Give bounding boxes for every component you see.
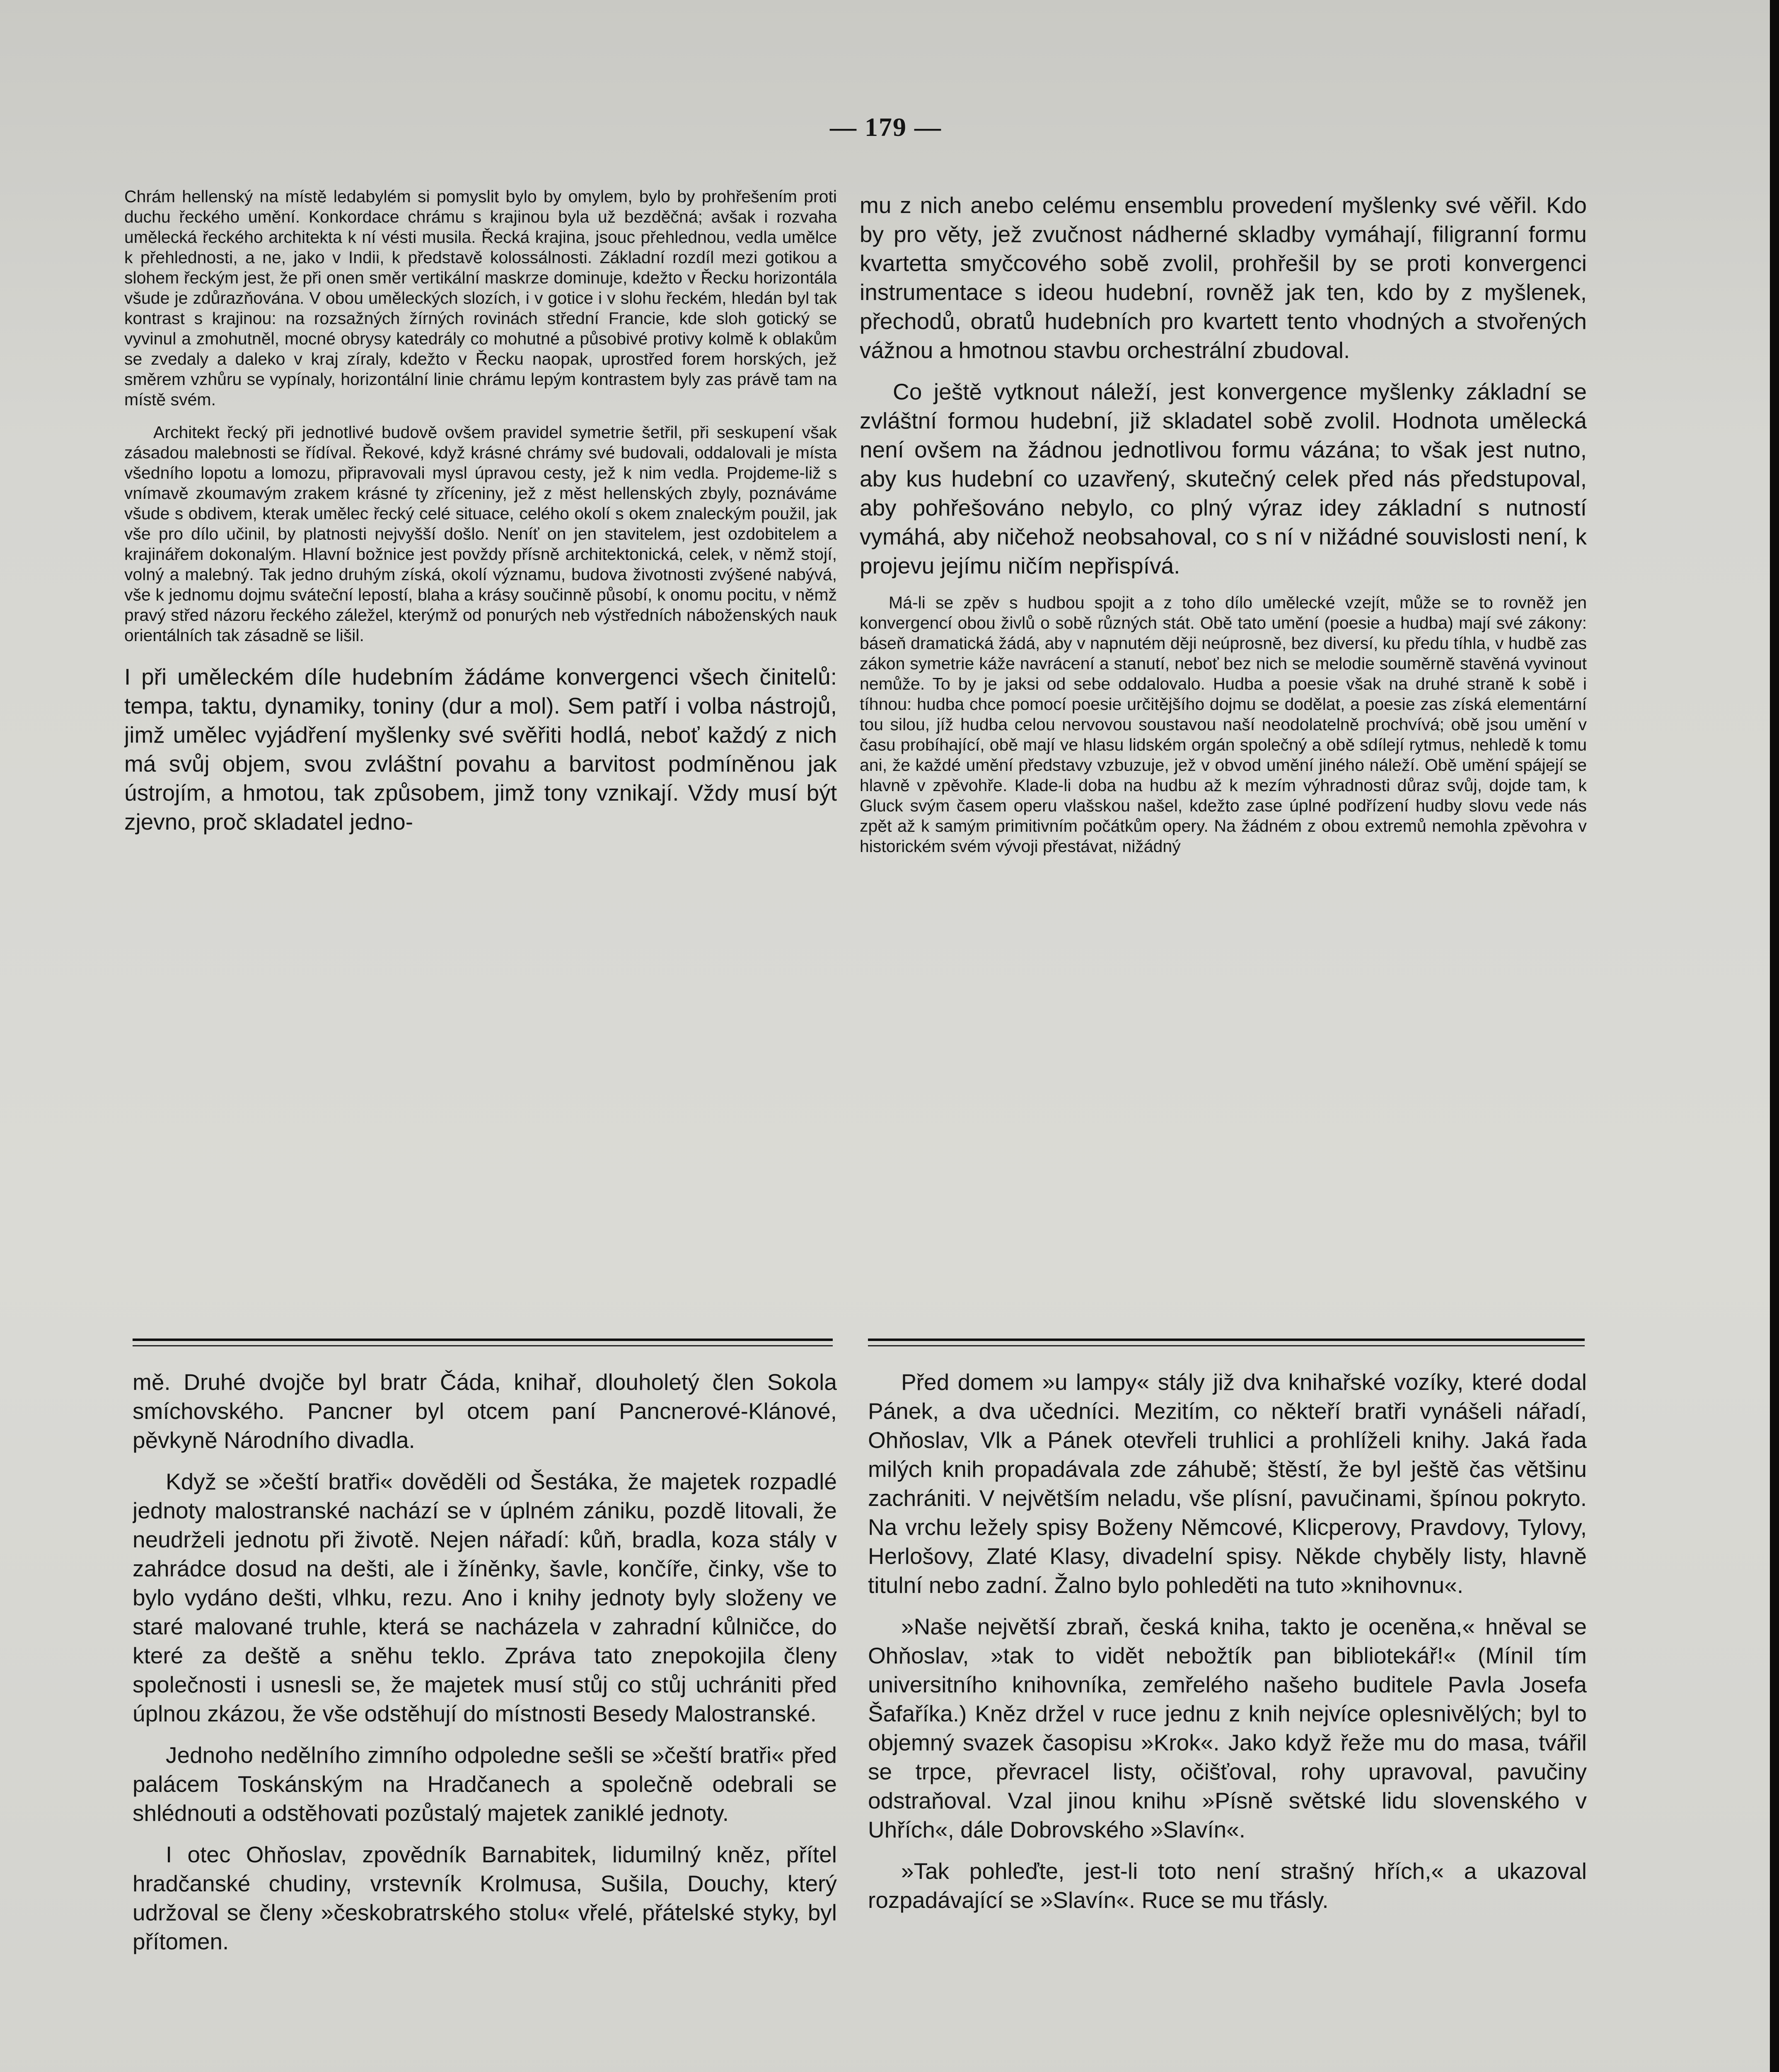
upper-left-large-text (124, 662, 837, 836)
paragraph: Co ještě vytknout náleží, jest konvergence myšlenky základní se zvláštní formou hudební, již skladatel sobě zvolil. Hodnota umělecká není ovšem na žádnou jednotlivou formu vázána; to však jest nutno, aby kus hudební co uzavřený, skutečný celek před nás předstupoval, aby pohřešováno nebylo, co plný výraz idey základní s nutností vymáhá, aby ničehož neobsahoval, co s ní v nižádné souvislosti není, k projevu jejímu ničím nepřispívá. (860, 379, 1587, 579)
lower-left-column (133, 1368, 837, 2072)
paragraph: Chrám hellenský na místě ledabylém si pomyslit bylo by omylem, bylo by prohřešením proti duchu řeckého umění. Konkordace chrámu s krajinou byla už bezděčná; avšak i rozvaha umělecká řeckého architekta k ní vésti musila. Řecká krajina, jsouc přehlednou, vedla umělce k přehlednosti, a ne, jako v Indii, k představě kolossálnosti. Základní rozdíl mezi gotikou a slohem řeckým jest, že při onen směr vertikální maskrze dominuje, kdežto v Řecku horizontála všude je zdůrazňována. V obou uměleckých slozích, i v gotice i v slohu řeckém, hledán byl tak kontrast s krajinou: na rozsažných žírných rovinách střední Francie, kde sloh gotický se vyvinul a zmohutněl, mocné obrysy katedrály co mohutné a působivé protivy kolmě k oblakům se zvedaly a daleko v kraj zíraly, kdežto v Řecku naopak, uprostřed forem horských, jež směrem vzhůru se vypínaly, horizontální linie chrámu lepým kontrastem byly zas právě tam na místě svém. (124, 187, 837, 409)
lower-right-column (868, 1368, 1587, 2072)
paragraph: Jednoho nedělního zimního odpoledne sešli se »čeští bratři« před palácem Toskánským na Hradčanech a společně odebrali se shlédnouti a odstěhovati pozůstalý majetek zaniklé jednoty. (133, 1742, 837, 1826)
paragraph: mě. Druhé dvojče byl bratr Čáda, knihař, dlouholetý člen Sokola smíchovského. Pancner byl otcem paní Pancnerové-Klánové, pěvkyně Národního divadla. (133, 1369, 837, 1453)
paragraph: Když se »čeští bratři« dověděli od Šestáka, že majetek rozpadlé jednoty malostranské nachází se v úplném zániku, pozdě litovali, že neudrželi jednotu při životě. Nejen nářadí: kůň, bradla, koza stály v zahrádce dosud na dešti, ale i žíněnky, šavle, končíře, činky, vše to bylo vydáno dešti, vlhku, rezu. Ano i knihy jednoty byly složeny ve staré malované truhle, která se nacházela v zahradní kůlničce, do které za deště a sněhu teklo. Zpráva tato znepokojila členy společnosti i usnesli se, že majetek musí stůj co stůj uchrániti před úplnou zkázou, že vše odstěhují do místnosti Besedy Malostranské. (133, 1469, 837, 1726)
paragraph: »Tak pohleďte, jest-li toto není strašný hřích,« a ukazoval rozpadávající se »Slavín«. Ruce se mu třásly. (868, 1858, 1587, 1913)
upper-left-column (124, 186, 837, 1322)
column-separator-rule-left (133, 1339, 833, 1341)
paragraph: mu z nich anebo celému ensemblu provedení myšlenky své věřil. Kdo by pro věty, jež zvučnost nádherné skladby vymáhají, filigranní formu kvartetta smyčcového sobě zvolil, prohřešil by se proti konvergenci instrumentace s ideou hudební, rovněž jak ten, kdo by z myšlenek, přechodů, obratů hudebních pro kvartett tento vhodných a stvořených vážnou a hmotnou stavbu orchestrální zbudoval. (860, 192, 1587, 363)
page-number: — 179 — (830, 112, 942, 142)
paragraph: »Naše největší zbraň, česká kniha, takto je oceněna,« hněval se Ohňoslav, »tak to vidět nebožtík pan bibliotekář!« (Mínil tím universitního knihovníka, zemřelého našeho buditele Pavla Josefa Šafaříka.) Kněz držel v ruce jednu z knih nejvíce oplesnivělých; byl to objemný svazek časopisu »Krok«. Jako když řeže mu do masa, tvářil se trpce, převracel listy, očišťoval, rohy upravoval, pavučiny odstraňoval. Vzal jinou knihu »Písně světské lidu slovenského v Uhřích«, dále Dobrovského »Slavín«. (868, 1614, 1587, 1842)
upper-right-column (860, 191, 1587, 1326)
upper-right-large-text (860, 191, 1587, 580)
paragraph: Má-li se zpěv s hudbou spojit a z toho dílo umělecké vzejít, může se to rovněž jen konvergencí obou živlů o sobě různých stát. Obě tato umění (poesie a hudba) mají své zákony: báseň dramatická žádá, aby v napnutém ději neúprosně, bez diversí, ku předu tíhla, v hudbě zas zákon symetrie káže navrácení a stanutí, neboť bez nich se melodie souměrně stavěná vyvinout nemůže. To by je jaksi od sebe oddalovalo. Hudba a poesie však na druhé straně k sobě i tíhnou: hudba chce pomocí poesie určitějšího dojmu se dodělat, a poesie zas získá elementární tou silou, jíž hudba celou nervovou soustavou naší neodolatelně prochvívá; obě jsou umění v času probíhající, obě mají ve hlasu lidském orgán společný a obě sdílejí rytmus, nehledě k tomu ani, že každé umění představy vzbuzuje, jež v obvod umění jiného náleží. Obě umění spájejí se hlavně v zpěvohře. Klade-li doba na hudbu až k mezím výhradnosti důraz svůj, dojde tam, k Gluck svým časem operu vlašskou našel, kdežto zase úplné podřízení hudby slovu vede nás zpět až k samým primitivním počátkům opery. Na žádném z obou extremů nemohla zpěvohra v historickém svém vývoji přestávat, nižádný (860, 593, 1587, 856)
upper-left-small-text (124, 186, 837, 646)
column-separator-rule-right (868, 1339, 1585, 1341)
paragraph: I otec Ohňoslav, zpovědník Barnabitek, lidumilný kněz, přítel hradčanské chudiny, vrstevník Krolmusa, Sušila, Douchy, který udržoval se členy »českobratrského stolu« vřelé, přátelské styky, byl přítomen. (133, 1842, 837, 1954)
upper-right-small-text (860, 593, 1587, 857)
column-separator-rule-left-thin (133, 1345, 833, 1346)
paragraph: I při uměleckém díle hudebním žádáme konvergenci všech činitelů: tempa, taktu, dynamiky, toniny (dur a mol). Sem patří i volba nástrojů, jimž umělec vyjádření myšlenky své svěřiti hodlá, neboť každý z nich má svůj objem, svou zvláštní povahu a barvitost podmíněnou jak ústrojím, a hmotou, tak způsobem, jimž tony vznikají. Vždy musí být zjevno, proč skladatel jedno- (124, 664, 837, 835)
column-separator-rule-right-thin (868, 1345, 1585, 1346)
paragraph: Architekt řecký při jednotlivé budově ovšem pravidel symetrie šetřil, při seskupení však zásadou malebnosti se řídíval. Řekové, když krásné chrámy své budovali, oddalovali je místa všedního lopotu a lomozu, připravovali mysl úpravou cesty, jež k nim vedla. Projdeme-liž s vnímavě zkoumavým zrakem krásné ty zříceniny, jež z měst hellenských zbyly, poznáváme všude s obdivem, kterak umělec řecký celé situace, celého okolí s okem znaleckým použil, jak vše pro dílo učinil, by platnosti nejvyšší došlo. Neníť on jen stavitelem, jest ozdobitelem a krajinářem dokonalým. Hlavní božnice jest povždy přísně architektonická, celek, v němž stojí, volný a malebný. Tak jedno druhým získá, okolí významu, budova životnosti zvýšené nabývá, vše k jednomu dojmu sváteční lepostí, blaha a krásy součinně působí, k onomu pocitu, v němž pravý střed názoru řeckého záležel, kterýmž od ponurých neb výstředních náboženských nauk orientálních tak zásadně se lišil. (124, 423, 837, 645)
paragraph: Před domem »u lampy« stály již dva knihařské vozíky, které dodal Pánek, a dva učedníci. Mezitím, co někteří bratři vynášeli nářadí, Ohňoslav, Vlk a Pánek otevřeli truhlici a prohlíželi knihy. Jaká řada milých knih propadávala zde záhubě; štěstí, že byl ještě čas většinu zachrániti. V největším neladu, vše plísní, pavučinami, špínou pokryto. Na vrchu ležely spisy Boženy Němcové, Klicperovy, Pravdovy, Tylovy, Herlošovy, Zlaté Klasy, divadelní spisy. Někde chyběly listy, hlavně titulní nebo zadní. Žalno bylo pohleděti na tuto »knihovnu«. (868, 1369, 1587, 1598)
